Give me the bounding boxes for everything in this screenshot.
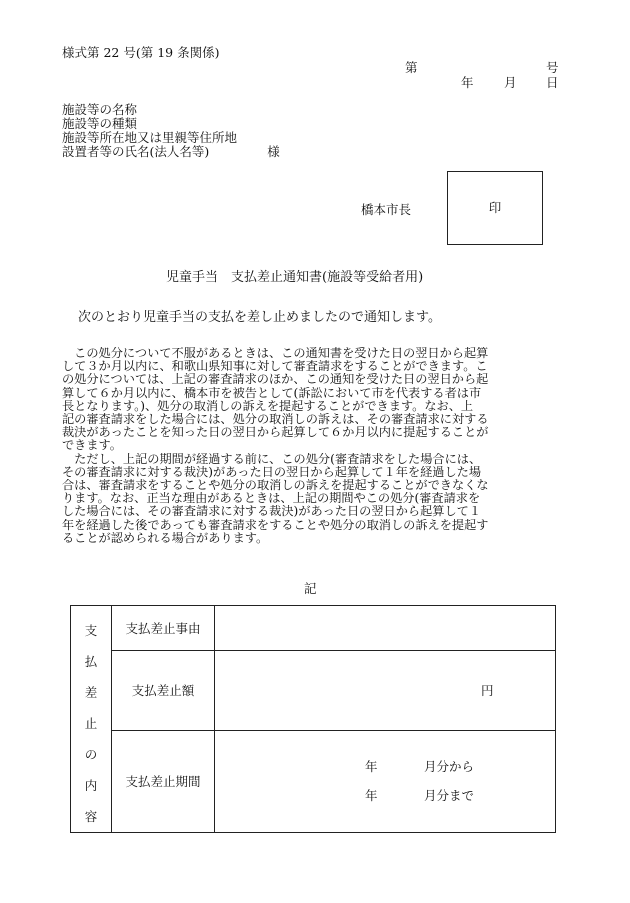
period-label: 支払差止期間 — [112, 730, 215, 832]
vertical-char: 支 — [84, 623, 98, 638]
number-prefix: 第 — [405, 60, 418, 75]
addressee-block — [62, 103, 280, 159]
reason-label: 支払差止事由 — [112, 606, 215, 651]
notice-line: 記の審査請求をした場合には、処分の取消しの訴えは、その審査請求に対する — [62, 413, 489, 427]
addressee-facility-type: 施設等の種類 — [62, 116, 138, 131]
notice-line: ることが認められる場合があります。 — [62, 531, 269, 545]
date-year: 年 — [461, 75, 474, 90]
document-title: 児童手当 支払差止通知書(施設等受給者用) — [166, 270, 424, 285]
ki-heading: 記 — [304, 581, 317, 596]
notice-line: の処分については、上記の審査請求のほか、この通知を受けた日の翌日から起 — [62, 373, 489, 387]
addressee-name-line — [62, 145, 280, 159]
addressee-facility-name: 施設等の名称 — [62, 102, 138, 117]
vertical-char: 差 — [84, 685, 98, 700]
suspension-details-table — [70, 605, 556, 833]
seal-mark: 印 — [488, 200, 502, 215]
notice-line: ただし、上記の期間が経過する前に、この処分(審査請求をした場合には、 — [62, 452, 482, 466]
vertical-header — [71, 606, 112, 833]
notice-line: して３か月以内に、和歌山県知事に対して審査請求をすることができます。こ — [62, 360, 488, 374]
period-from-year: 年 — [365, 758, 378, 774]
addressee-address: 施設等所在地又は里親等住所地 — [62, 130, 238, 145]
period-to-month: 月分まで — [424, 787, 475, 803]
notice-line: 年を経過した後であっても審査請求をすることや処分の取消しの訴えを提起す — [62, 518, 489, 532]
number-suffix: 号 — [546, 60, 559, 75]
notice-line: した場合には、その審査請求に対する裁決)があった日の翌日から起算して１ — [62, 505, 482, 519]
vertical-char: の — [84, 747, 98, 762]
notice-line: この処分について不服があるときは、この通知書を受けた日の翌日から起算 — [62, 347, 489, 360]
period-to-year: 年 — [365, 787, 378, 803]
form-number: 様式第 22 号(第 19 条関係) — [62, 45, 220, 60]
notice-line: 裁決があったことを知った日の翌日から起算して６か月以内に提起することが — [62, 426, 489, 440]
amount-unit: 円 — [481, 682, 494, 698]
amount-label: 支払差止額 — [112, 650, 215, 730]
vertical-char: 内 — [84, 778, 98, 793]
honorific: 様 — [267, 144, 280, 159]
notice-line: 長となります。)、処分の取消しの訴えを提起することができます。なお、上 — [62, 399, 474, 413]
appeal-notice — [62, 347, 562, 545]
notice-line: ります。なお、正当な理由があるときは、上記の期間やこの処分(審査請求を — [62, 492, 481, 506]
notice-line: できます。 — [62, 439, 122, 453]
reason-value[interactable] — [215, 606, 556, 651]
notice-line: 合は、審査請求をすることや処分の取消しの訴えを提起することができなくな — [62, 479, 489, 493]
notice-line: 算して６か月以内に、橋本市を被告として(訴訟において市を代表する者は市 — [62, 386, 482, 400]
vertical-char: 払 — [84, 654, 98, 669]
vertical-char: 容 — [84, 809, 98, 824]
notice-line: その審査請求に対する裁決)があった日の翌日から起算して１年を経過した場 — [62, 465, 482, 479]
period-value[interactable] — [215, 730, 556, 832]
seal-box — [447, 171, 543, 245]
amount-value[interactable] — [215, 650, 556, 730]
addressee-name: 設置者等の氏名(法人名等) — [62, 144, 210, 159]
vertical-char: 止 — [84, 716, 98, 731]
intro-sentence: 次のとおり児童手当の支払を差し止めましたので通知します。 — [78, 310, 441, 325]
date-day: 日 — [546, 75, 559, 90]
date-month: 月 — [504, 75, 517, 90]
period-from-month: 月分から — [424, 758, 475, 774]
issuer-name: 橋本市長 — [361, 202, 412, 217]
